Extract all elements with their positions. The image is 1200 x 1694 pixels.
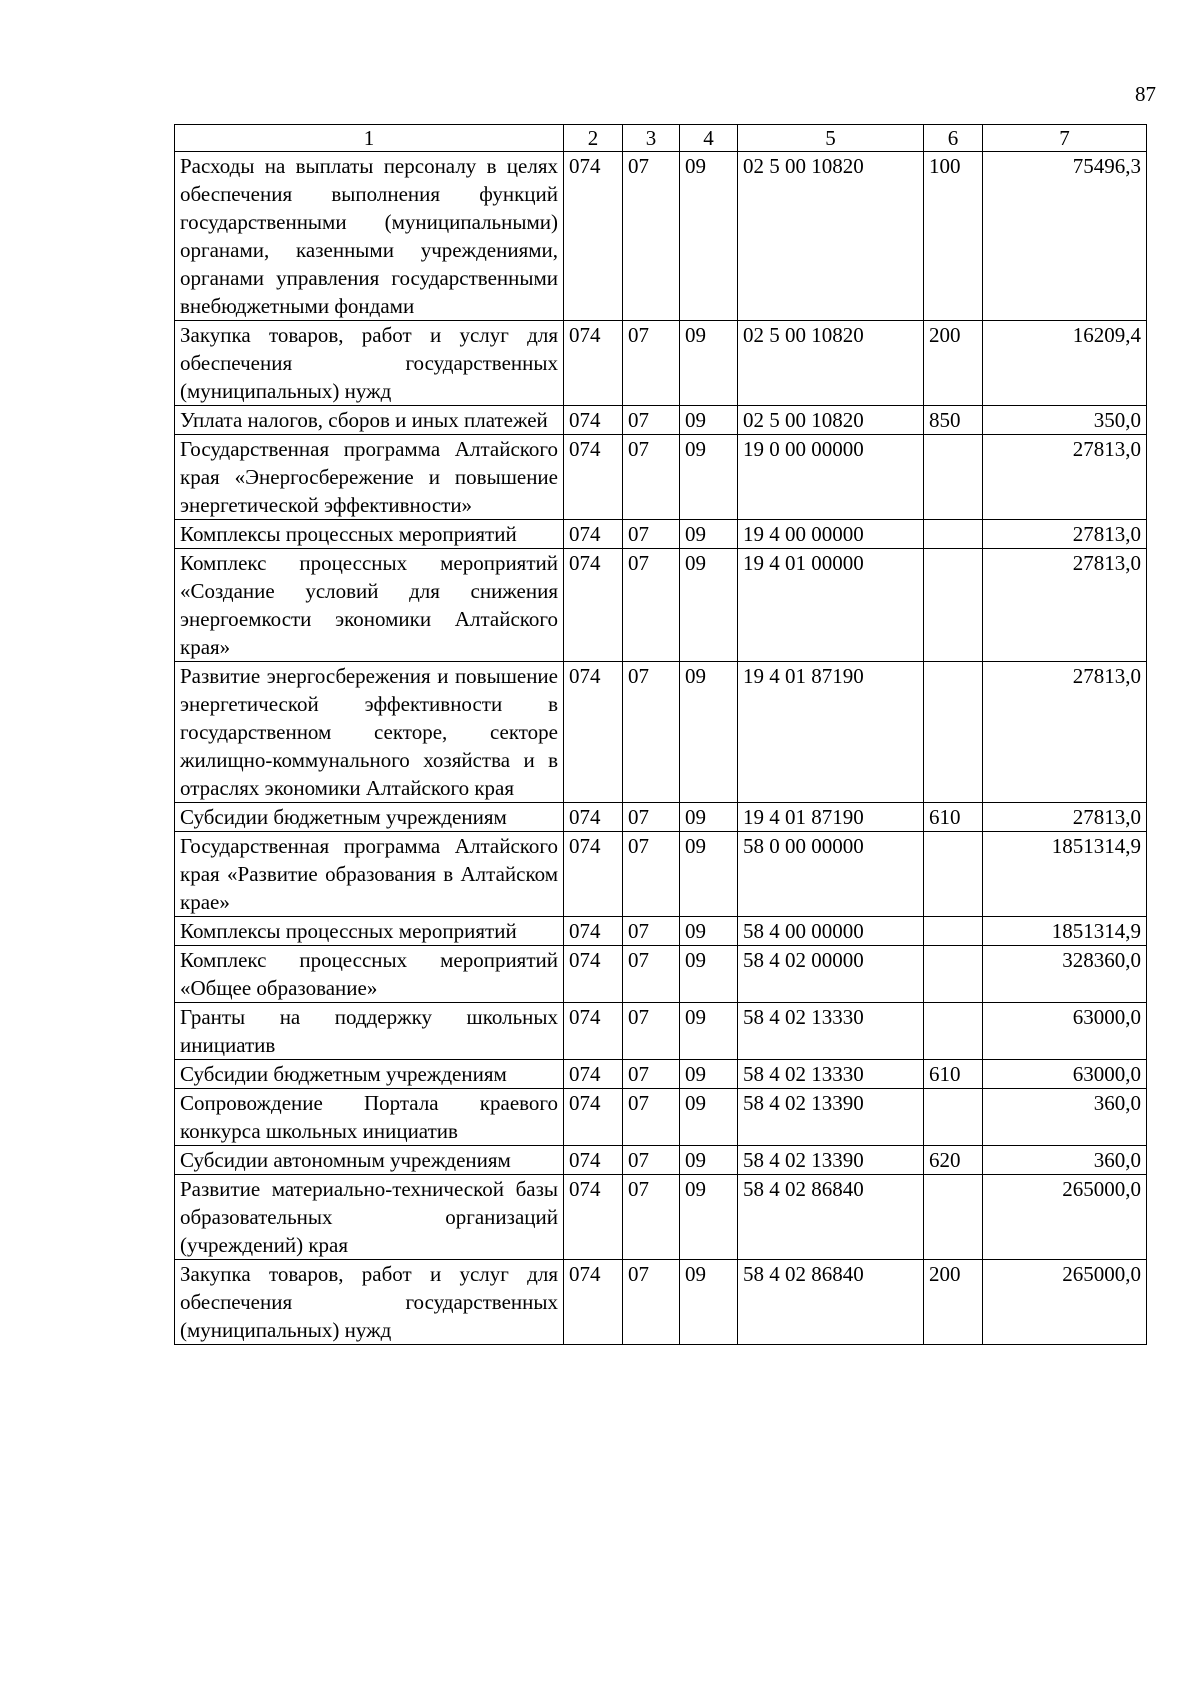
- target-article-cell: 02 5 00 10820: [738, 406, 924, 435]
- target-article-cell: 02 5 00 10820: [738, 152, 924, 321]
- column-header: 1: [175, 125, 564, 152]
- section-code-cell: 07: [623, 1175, 680, 1260]
- section-code-cell: 07: [623, 1003, 680, 1060]
- section-code-cell: 07: [623, 1089, 680, 1146]
- target-article-cell: 58 0 00 00000: [738, 832, 924, 917]
- ministry-code-cell: 074: [564, 1089, 623, 1146]
- amount-cell: 350,0: [983, 406, 1147, 435]
- ministry-code-cell: 074: [564, 1175, 623, 1260]
- ministry-code-cell: 074: [564, 321, 623, 406]
- expense-type-cell: 620: [924, 1146, 983, 1175]
- section-code-cell: 07: [623, 321, 680, 406]
- subsection-code-cell: 09: [680, 520, 738, 549]
- subsection-code-cell: 09: [680, 1003, 738, 1060]
- section-code-cell: 07: [623, 917, 680, 946]
- section-code-cell: 07: [623, 435, 680, 520]
- target-article-cell: 58 4 02 13390: [738, 1089, 924, 1146]
- column-header: 7: [983, 125, 1147, 152]
- expense-type-cell: 200: [924, 1260, 983, 1345]
- subsection-code-cell: 09: [680, 1175, 738, 1260]
- ministry-code-cell: 074: [564, 520, 623, 549]
- table-row: [175, 832, 1147, 917]
- subsection-code-cell: 09: [680, 803, 738, 832]
- subsection-code-cell: 09: [680, 1146, 738, 1175]
- row-name-cell: Комплексы процессных мероприятий: [175, 917, 564, 946]
- target-article-cell: 19 4 01 00000: [738, 549, 924, 662]
- expense-type-cell: [924, 520, 983, 549]
- ministry-code-cell: 074: [564, 549, 623, 662]
- table-row: [175, 406, 1147, 435]
- ministry-code-cell: 074: [564, 406, 623, 435]
- table-row: [175, 549, 1147, 662]
- header-row: [175, 125, 1147, 152]
- subsection-code-cell: 09: [680, 321, 738, 406]
- table-row: [175, 321, 1147, 406]
- target-article-cell: 58 4 02 13330: [738, 1003, 924, 1060]
- subsection-code-cell: 09: [680, 917, 738, 946]
- page-number: 87: [1135, 82, 1156, 106]
- target-article-cell: 58 4 02 00000: [738, 946, 924, 1003]
- amount-cell: 27813,0: [983, 549, 1147, 662]
- table-row: [175, 152, 1147, 321]
- section-code-cell: 07: [623, 1146, 680, 1175]
- row-name-cell: Субсидии бюджетным учреждениям: [175, 803, 564, 832]
- table-row: [175, 1060, 1147, 1089]
- table-row: [175, 1146, 1147, 1175]
- table-row: [175, 803, 1147, 832]
- expense-type-cell: [924, 1003, 983, 1060]
- row-name-cell: Расходы на выплаты персоналу в целях обеспечения выполнения функций государственными (муниципальными) органами, казенными учреждениями, органами управления государственными внебюджетными фондами: [175, 152, 564, 321]
- subsection-code-cell: 09: [680, 662, 738, 803]
- subsection-code-cell: 09: [680, 406, 738, 435]
- ministry-code-cell: 074: [564, 1146, 623, 1175]
- amount-cell: 63000,0: [983, 1060, 1147, 1089]
- subsection-code-cell: 09: [680, 1260, 738, 1345]
- row-name-cell: Развитие материально-технической базы образовательных организаций (учреждений) края: [175, 1175, 564, 1260]
- ministry-code-cell: 074: [564, 946, 623, 1003]
- ministry-code-cell: 074: [564, 662, 623, 803]
- expense-type-cell: 100: [924, 152, 983, 321]
- target-article-cell: 19 4 01 87190: [738, 803, 924, 832]
- section-code-cell: 07: [623, 549, 680, 662]
- table-row: [175, 662, 1147, 803]
- amount-cell: 27813,0: [983, 520, 1147, 549]
- amount-cell: 75496,3: [983, 152, 1147, 321]
- expense-type-cell: [924, 435, 983, 520]
- ministry-code-cell: 074: [564, 917, 623, 946]
- target-article-cell: 19 0 00 00000: [738, 435, 924, 520]
- column-header: 6: [924, 125, 983, 152]
- row-name-cell: Гранты на поддержку школьных инициатив: [175, 1003, 564, 1060]
- column-header: 5: [738, 125, 924, 152]
- ministry-code-cell: 074: [564, 832, 623, 917]
- amount-cell: 360,0: [983, 1089, 1147, 1146]
- subsection-code-cell: 09: [680, 1060, 738, 1089]
- row-name-cell: Закупка товаров, работ и услуг для обеспечения государственных (муниципальных) нужд: [175, 321, 564, 406]
- row-name-cell: Комплекс процессных мероприятий «Создание условий для снижения энергоемкости экономики Алтайского края»: [175, 549, 564, 662]
- table-row: [175, 1175, 1147, 1260]
- row-name-cell: Закупка товаров, работ и услуг для обеспечения государственных (муниципальных) нужд: [175, 1260, 564, 1345]
- row-name-cell: Субсидии автономным учреждениям: [175, 1146, 564, 1175]
- subsection-code-cell: 09: [680, 1089, 738, 1146]
- amount-cell: 16209,4: [983, 321, 1147, 406]
- row-name-cell: Уплата налогов, сборов и иных платежей: [175, 406, 564, 435]
- expense-type-cell: 200: [924, 321, 983, 406]
- table-body: [175, 152, 1147, 1345]
- row-name-cell: Субсидии бюджетным учреждениям: [175, 1060, 564, 1089]
- expense-type-cell: [924, 662, 983, 803]
- table-row: [175, 1089, 1147, 1146]
- target-article-cell: 19 4 00 00000: [738, 520, 924, 549]
- section-code-cell: 07: [623, 406, 680, 435]
- table-row: [175, 946, 1147, 1003]
- section-code-cell: 07: [623, 946, 680, 1003]
- row-name-cell: Развитие энергосбережения и повышение энергетической эффективности в государственном секторе, секторе жилищно-коммунального хозяйства и в отраслях экономики Алтайского края: [175, 662, 564, 803]
- row-name-cell: Государственная программа Алтайского края «Энергосбережение и повышение энергетической эффективности»: [175, 435, 564, 520]
- section-code-cell: 07: [623, 662, 680, 803]
- expense-type-cell: 610: [924, 1060, 983, 1089]
- subsection-code-cell: 09: [680, 832, 738, 917]
- target-article-cell: 58 4 02 86840: [738, 1260, 924, 1345]
- section-code-cell: 07: [623, 1060, 680, 1089]
- expense-type-cell: [924, 946, 983, 1003]
- target-article-cell: 19 4 01 87190: [738, 662, 924, 803]
- column-header: 3: [623, 125, 680, 152]
- row-name-cell: Комплекс процессных мероприятий «Общее образование»: [175, 946, 564, 1003]
- amount-cell: 328360,0: [983, 946, 1147, 1003]
- ministry-code-cell: 074: [564, 803, 623, 832]
- target-article-cell: 58 4 02 86840: [738, 1175, 924, 1260]
- subsection-code-cell: 09: [680, 549, 738, 662]
- amount-cell: 27813,0: [983, 803, 1147, 832]
- table-row: [175, 435, 1147, 520]
- amount-cell: 1851314,9: [983, 832, 1147, 917]
- amount-cell: 360,0: [983, 1146, 1147, 1175]
- target-article-cell: 02 5 00 10820: [738, 321, 924, 406]
- subsection-code-cell: 09: [680, 435, 738, 520]
- ministry-code-cell: 074: [564, 1260, 623, 1345]
- expense-type-cell: 850: [924, 406, 983, 435]
- column-header: 4: [680, 125, 738, 152]
- target-article-cell: 58 4 02 13330: [738, 1060, 924, 1089]
- column-header: 2: [564, 125, 623, 152]
- ministry-code-cell: 074: [564, 152, 623, 321]
- target-article-cell: 58 4 00 00000: [738, 917, 924, 946]
- expense-type-cell: [924, 549, 983, 662]
- row-name-cell: Государственная программа Алтайского края «Развитие образования в Алтайском крае»: [175, 832, 564, 917]
- amount-cell: 27813,0: [983, 435, 1147, 520]
- amount-cell: 1851314,9: [983, 917, 1147, 946]
- section-code-cell: 07: [623, 520, 680, 549]
- expense-type-cell: [924, 832, 983, 917]
- table-row: [175, 520, 1147, 549]
- target-article-cell: 58 4 02 13390: [738, 1146, 924, 1175]
- table-row: [175, 917, 1147, 946]
- ministry-code-cell: 074: [564, 1060, 623, 1089]
- subsection-code-cell: 09: [680, 946, 738, 1003]
- expense-type-cell: 610: [924, 803, 983, 832]
- expense-type-cell: [924, 917, 983, 946]
- section-code-cell: 07: [623, 832, 680, 917]
- amount-cell: 265000,0: [983, 1175, 1147, 1260]
- section-code-cell: 07: [623, 152, 680, 321]
- row-name-cell: Комплексы процессных мероприятий: [175, 520, 564, 549]
- amount-cell: 27813,0: [983, 662, 1147, 803]
- expense-type-cell: [924, 1175, 983, 1260]
- subsection-code-cell: 09: [680, 152, 738, 321]
- section-code-cell: 07: [623, 1260, 680, 1345]
- section-code-cell: 07: [623, 803, 680, 832]
- row-name-cell: Сопровождение Портала краевого конкурса школьных инициатив: [175, 1089, 564, 1146]
- budget-table: [174, 124, 1147, 1345]
- ministry-code-cell: 074: [564, 1003, 623, 1060]
- table-row: [175, 1260, 1147, 1345]
- table-row: [175, 1003, 1147, 1060]
- amount-cell: 265000,0: [983, 1260, 1147, 1345]
- amount-cell: 63000,0: [983, 1003, 1147, 1060]
- ministry-code-cell: 074: [564, 435, 623, 520]
- expense-type-cell: [924, 1089, 983, 1146]
